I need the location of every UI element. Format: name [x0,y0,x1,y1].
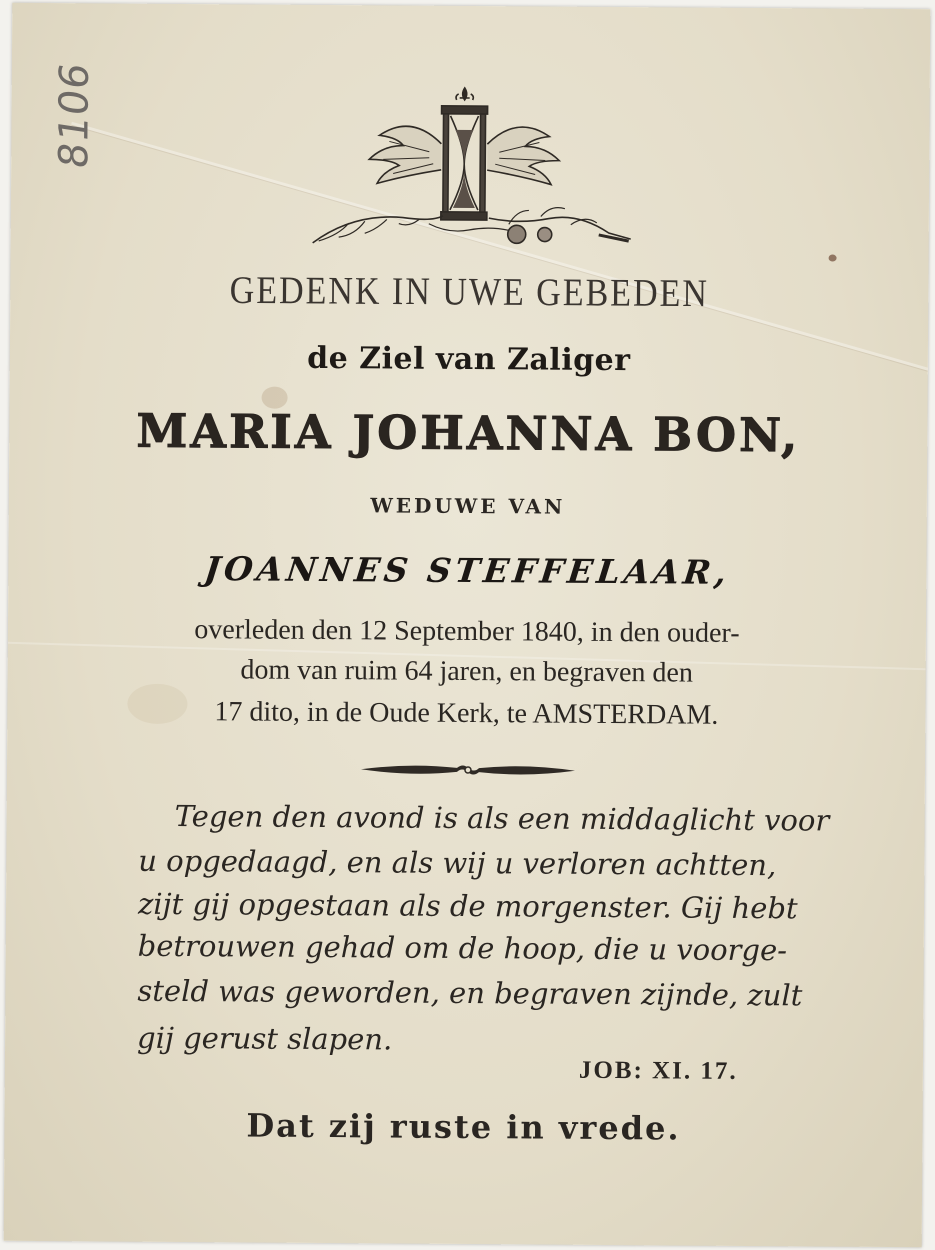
relation-label: WEDUWE VAN [370,493,566,519]
details-line: dom van ruim 64 jaren, en begraven den [240,654,694,689]
heading: GEDENK IN UWE GEBEDEN [229,269,710,316]
verse-source: JOB: XI. 17. [578,1056,738,1085]
foxing-spot [829,255,837,262]
deceased-name: MARIA JOHANNA BON, [136,403,801,463]
closing-blessing: Dat zij ruste in vrede. [246,1106,681,1148]
verse-line: betrouwen gehad om de hoop, die u voorge- [137,928,788,968]
verse-line: zijt gij opgestaan als de morgenster. Gij hebt [137,886,798,926]
details-line: overleden den 12 September 1840, in den ouder- [194,614,740,649]
ornamental-divider-icon [359,760,577,780]
verse-line: Tegen den avond is als een middaglicht voor [174,798,830,838]
subheading: de Ziel van Zaliger [307,340,631,379]
details-line: 17 dito, in de Oude Kerk, te AMSTERDAM. [214,696,719,731]
spouse-name: JOANNES STEFFELAAR, [202,549,733,592]
catalog-number: 8106 [51,59,98,172]
verse-line: gij gerust slapen. [136,1020,393,1057]
winged-hourglass-icon [309,83,634,260]
verse-line: steld was geworden, en begraven zijnde, zult [137,973,803,1013]
memorial-card [4,3,931,1247]
verse-line: u opgedaagd, en als wij u verloren achtten, [138,843,777,883]
